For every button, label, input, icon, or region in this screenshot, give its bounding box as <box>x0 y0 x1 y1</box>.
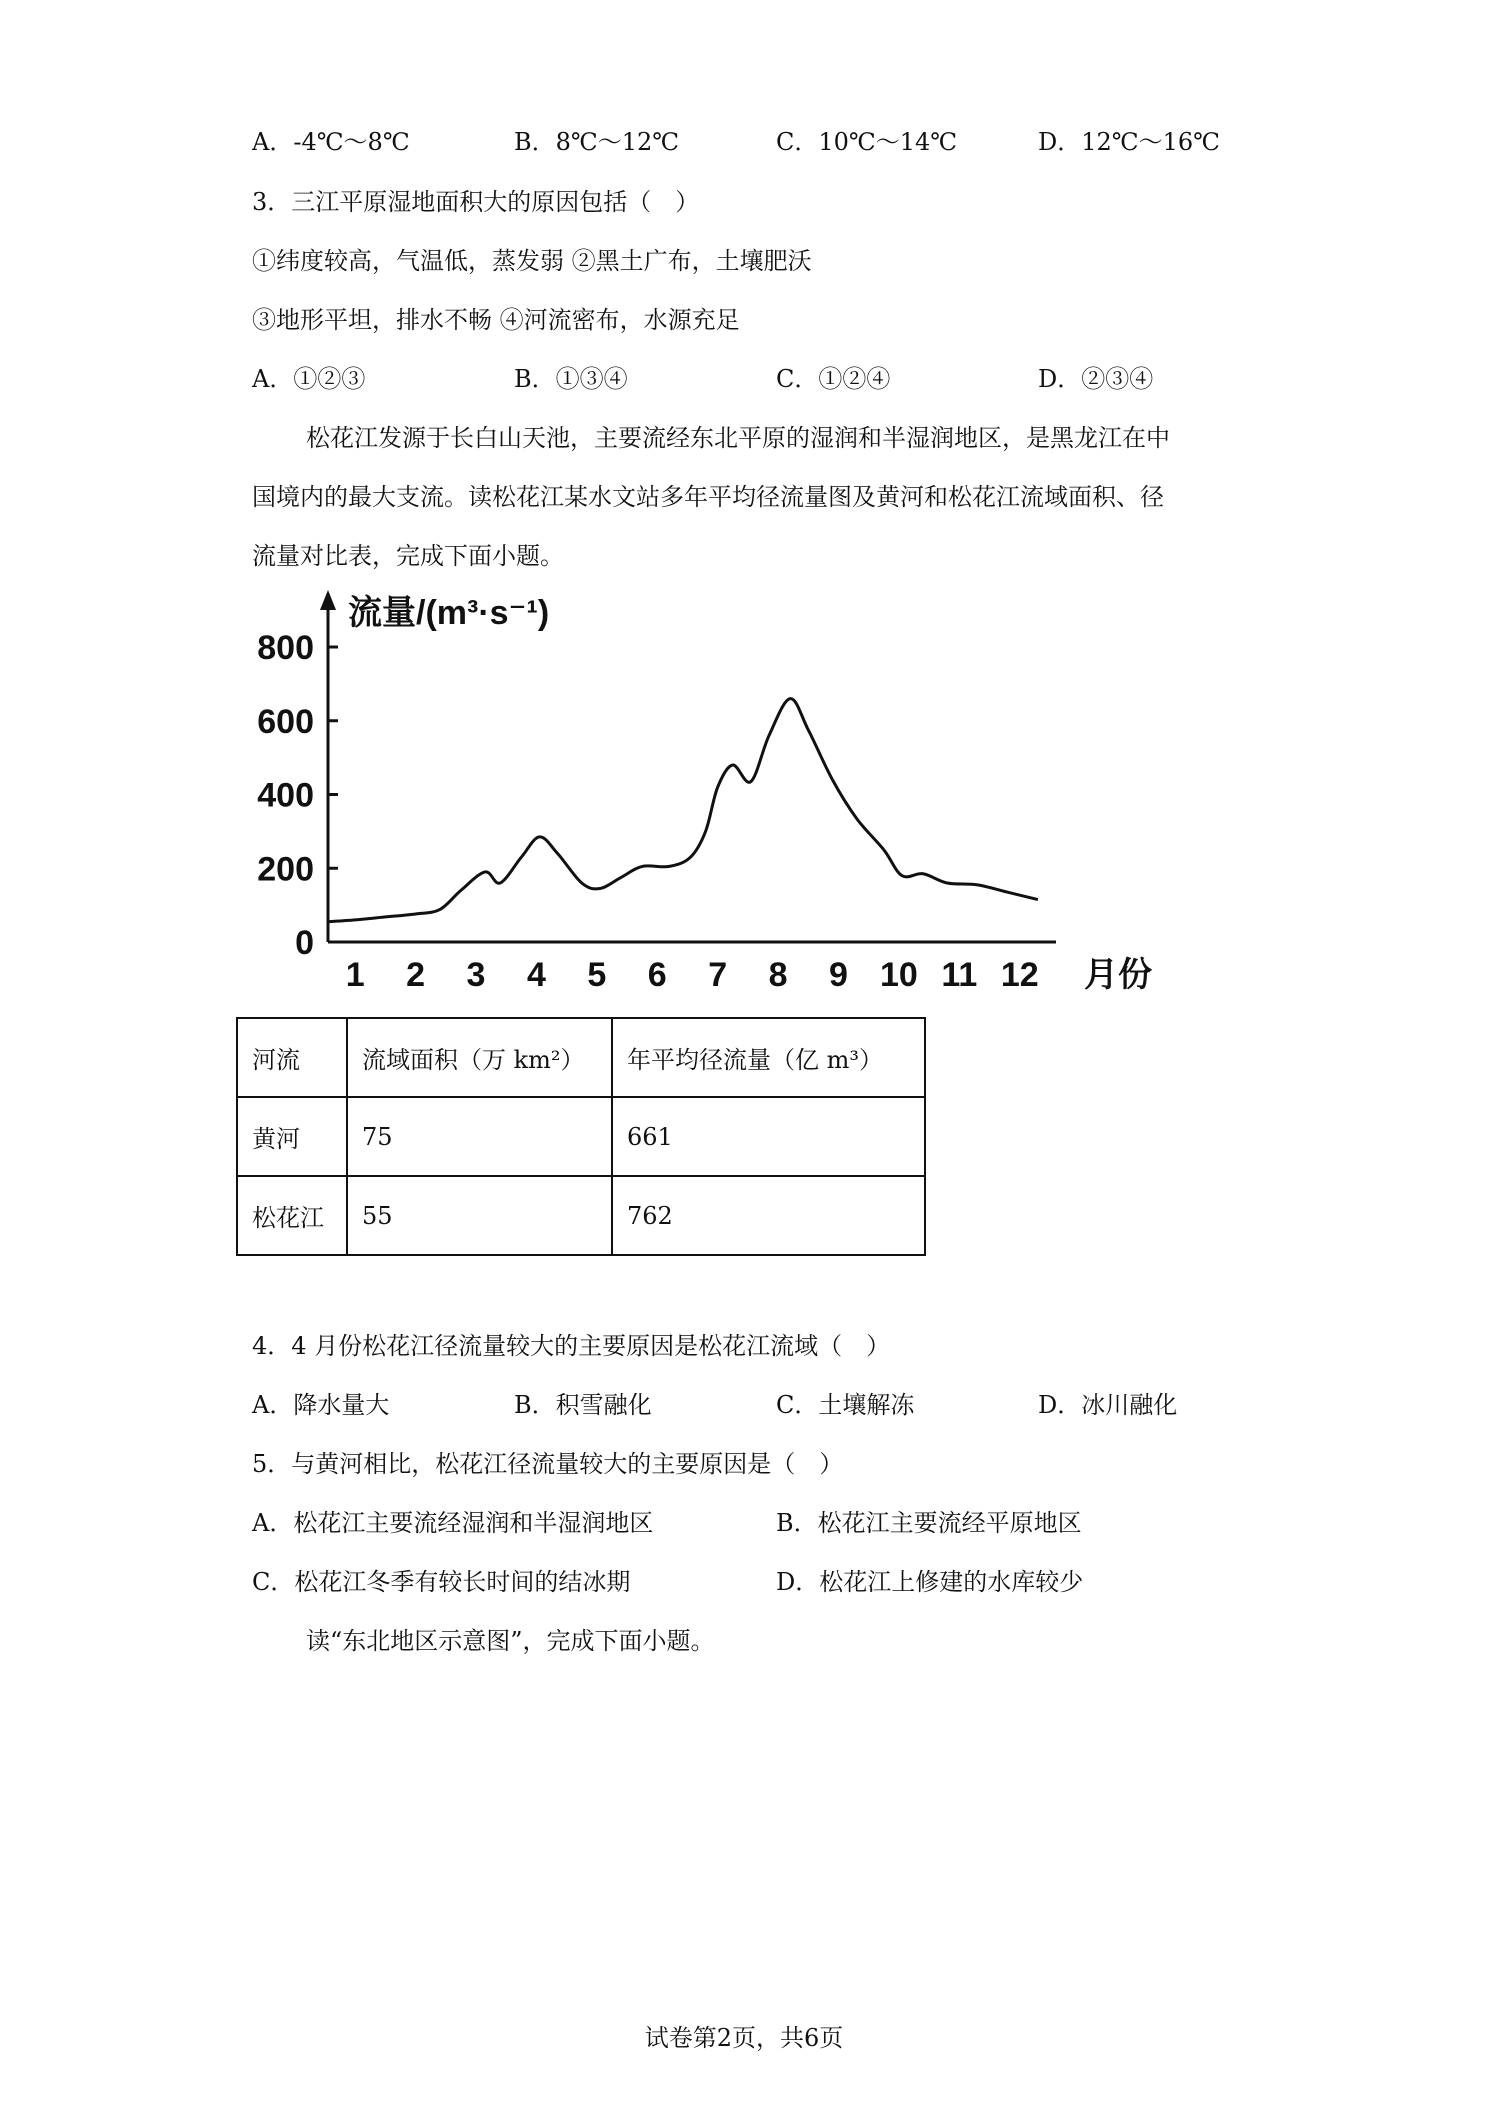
q3-option-a: A．①②③ <box>252 365 366 393</box>
q5-option-d: D．松花江上修建的水库较少 <box>776 1568 1084 1596</box>
q3-option-c: C．①②④ <box>776 365 891 393</box>
q5-option-b: B．松花江主要流经平原地区 <box>776 1509 1082 1537</box>
intro-line-3: 流量对比表，完成下面小题。 <box>252 542 564 570</box>
q4-option-c: C．土壤解冻 <box>776 1391 915 1419</box>
table-header-cell: 年平均径流量（亿 m³） <box>612 1018 925 1097</box>
q3-statement-2: ③地形平坦，排水不畅 ④河流密布，水源充足 <box>252 306 740 334</box>
y-tick-label: 400 <box>257 776 314 815</box>
y-tick-label: 600 <box>257 702 314 741</box>
q4-stem: 4．4 月份松花江径流量较大的主要原因是松花江流域（ ） <box>252 1332 891 1360</box>
y-tick-label: 200 <box>257 850 314 889</box>
table-header-cell: 流域面积（万 km²） <box>347 1018 612 1097</box>
river-comparison-table <box>236 1017 926 1256</box>
runoff-line-chart <box>238 582 1168 1002</box>
q5-option-a: A．松花江主要流经湿润和半湿润地区 <box>252 1509 654 1537</box>
x-tick-label: 3 <box>466 956 486 994</box>
table-cell: 松花江 <box>237 1176 347 1255</box>
table-header-row <box>237 1018 925 1097</box>
table-row <box>237 1176 925 1255</box>
x-tick-label: 8 <box>768 956 788 994</box>
q5-option-c: C．松花江冬季有较长时间的结冰期 <box>252 1568 631 1596</box>
page-footer: 试卷第2页，共6页 <box>644 2024 844 2052</box>
q3-stem: 3．三江平原湿地面积大的原因包括（ ） <box>252 188 700 216</box>
table-cell: 黄河 <box>237 1097 347 1176</box>
x-tick-label: 6 <box>647 956 667 994</box>
x-tick-label: 4 <box>526 956 546 994</box>
table-cell: 762 <box>612 1176 925 1255</box>
x-tick-label: 5 <box>587 956 607 994</box>
q4-option-b: B．积雪融化 <box>514 1391 652 1419</box>
q4-option-d: D．冰川融化 <box>1038 1391 1178 1419</box>
y-tick-label: 800 <box>257 629 314 667</box>
q2-option-b: B．8℃～12℃ <box>514 128 680 156</box>
map-intro: 读“东北地区示意图”，完成下面小题。 <box>306 1627 715 1655</box>
intro-line-1: 松花江发源于长白山天池，主要流经东北平原的湿润和半湿润地区，是黑龙江在中 <box>306 424 1170 452</box>
q2-option-d: D．12℃～16℃ <box>1038 128 1221 156</box>
x-tick-label: 2 <box>406 956 426 994</box>
q5-stem: 5．与黄河相比，松花江径流量较大的主要原因是（ ） <box>252 1450 844 1478</box>
x-tick-label: 1 <box>345 956 365 994</box>
x-tick-label: 7 <box>708 956 728 994</box>
chart-y-axis-label: 流量/(m³·s⁻¹) <box>348 594 550 632</box>
chart-x-axis-label: 月份 <box>1084 956 1152 994</box>
table-row <box>237 1097 925 1176</box>
q4-option-a: A．降水量大 <box>252 1391 390 1419</box>
q2-option-c: C．10℃～14℃ <box>776 128 958 156</box>
q3-option-d: D．②③④ <box>1038 365 1154 393</box>
x-tick-label: 12 <box>1000 956 1039 994</box>
q2-option-a: A．-4℃～8℃ <box>252 128 410 156</box>
table-header-cell: 河流 <box>237 1018 347 1097</box>
table-cell: 661 <box>612 1097 925 1176</box>
q3-statement-1: ①纬度较高，气温低，蒸发弱 ②黑土广布，土壤肥沃 <box>252 247 812 275</box>
q3-option-b: B．①③④ <box>514 365 628 393</box>
y-tick-label: 0 <box>295 924 314 962</box>
y-axis-arrow-icon <box>320 590 336 610</box>
table-cell: 75 <box>347 1097 612 1176</box>
runoff-series-line <box>328 699 1038 922</box>
x-tick-label: 9 <box>829 956 848 994</box>
x-tick-label: 10 <box>880 956 918 994</box>
x-tick-label: 11 <box>941 956 978 994</box>
intro-line-2: 国境内的最大支流。读松花江某水文站多年平均径流量图及黄河和松花江流域面积、径 <box>252 483 1164 511</box>
table-cell: 55 <box>347 1176 612 1255</box>
